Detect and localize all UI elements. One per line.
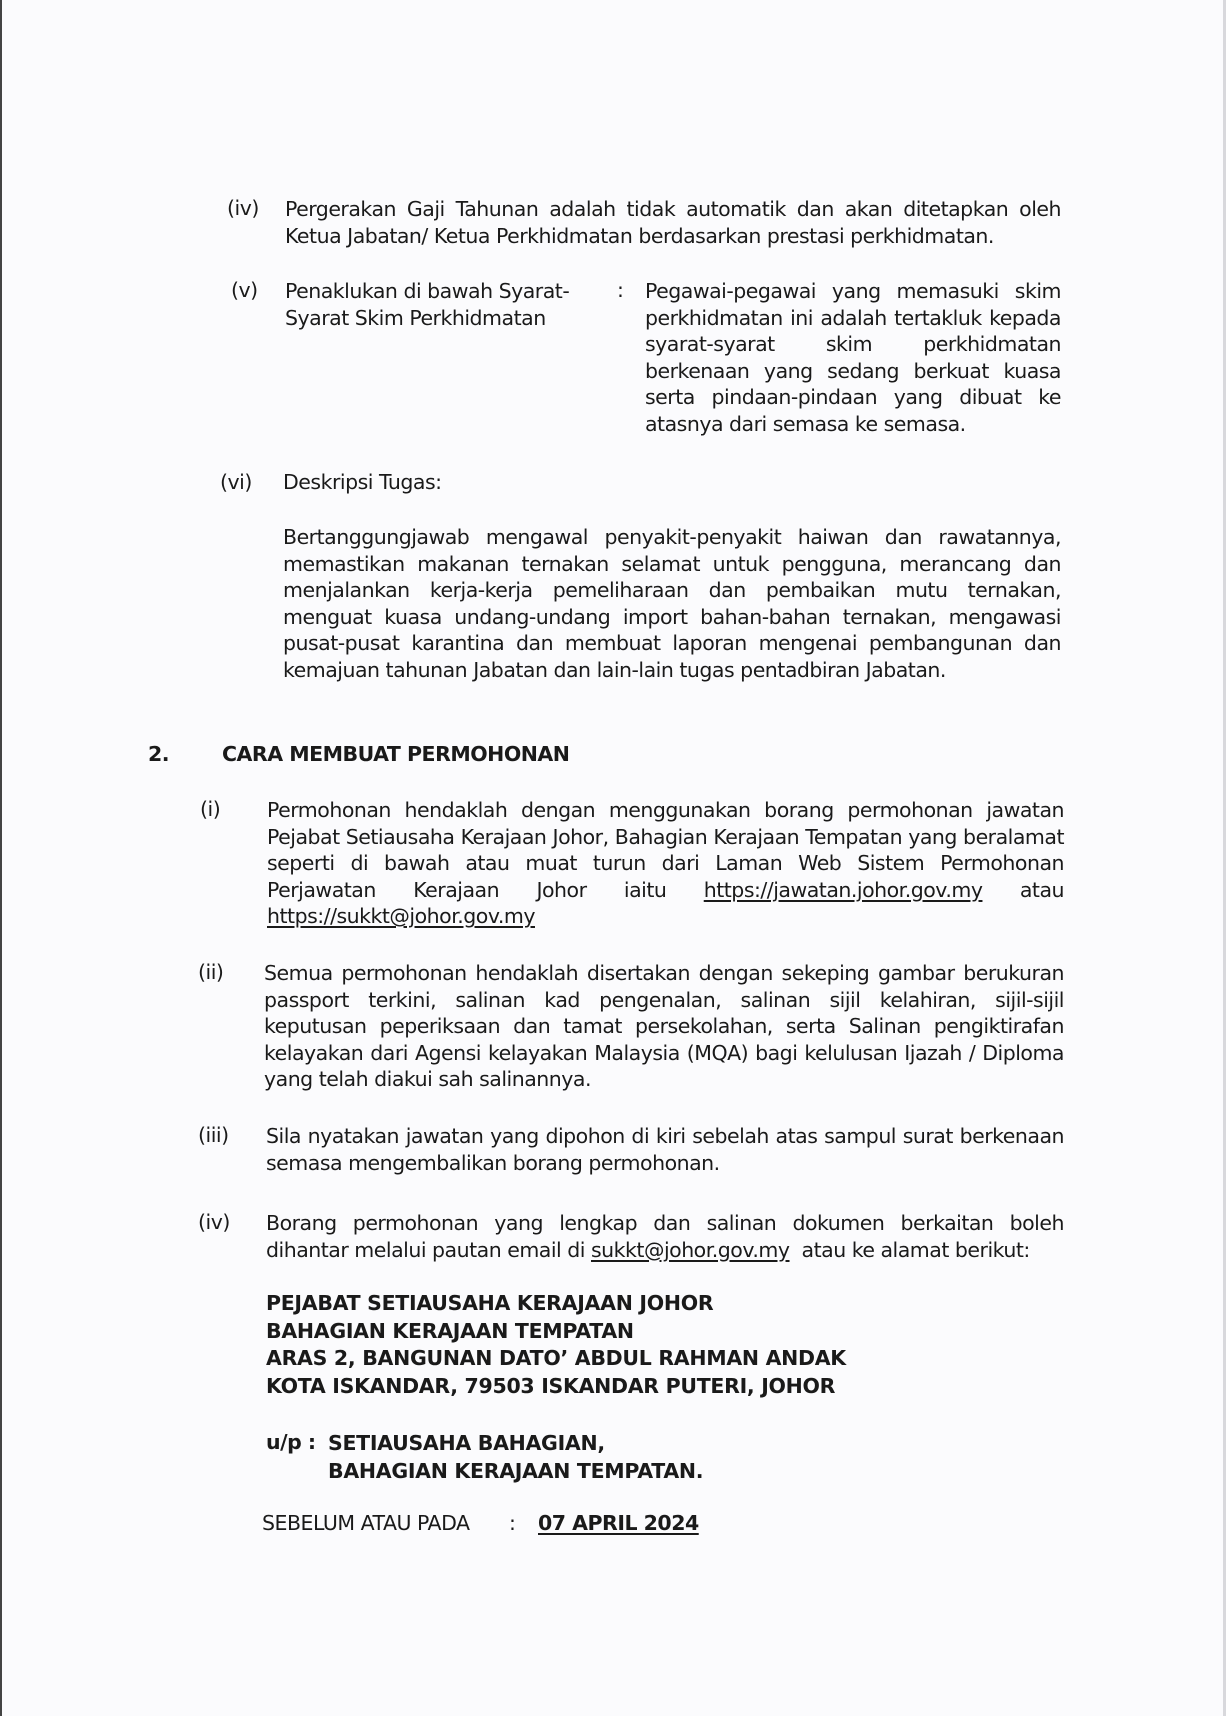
address-line: ARAS 2, BANGUNAN DATO’ ABDUL RAHMAN ANDAK	[266, 1346, 846, 1370]
jawatan-website-link[interactable]: https://jawatan.johor.gov.my	[703, 877, 983, 902]
envelope-instruction-paragraph: Sila nyatakan jawatan yang dipohon di kiri sebelah atas sampul surat berkenaan semasa mengembalikan borang permohonan.	[266, 1124, 1064, 1175]
condition-paragraph: Pegawai-pegawai yang memasuki skim perkhidmatan ini adalah tertakluk kepada syarat-syarat skim perkhidmatan berkenaan yang sedang berkuat kuasa serta pindaan-pindaan yang dibuat ke atasnya dari semasa ke semasa.	[645, 279, 1061, 436]
salary-movement-paragraph: Pergerakan Gaji Tahunan adalah tidak automatik dan akan ditetapkan oleh Ketua Jabatan/ Ketua Perkhidmatan berdasarkan prestasi perkhidmatan.	[285, 197, 1061, 248]
attention-block	[328, 1430, 703, 1485]
item-number: (iv)	[227, 196, 259, 220]
required-documents-paragraph: Semua permohonan hendaklah disertakan dengan sekeping gambar berukuran passport terkini, salinan kad pengenalan, salinan sijil kelahiran, sijil-sijil keputusan peperiksaan dan tamat persekolahan, serta Salinan pengiktirafan kelayakan dari Agensi kelayakan Malaysia (MQA) bagi kelulusan Ijazah / Diploma yang telah diakui sah salinannya.	[264, 961, 1064, 1091]
sukkt-link[interactable]: https://sukkt@johor.gov.my	[267, 904, 535, 928]
attention-line: SETIAUSAHA BAHAGIAN,	[328, 1431, 605, 1455]
duty-description-heading: Deskripsi Tugas:	[283, 470, 442, 494]
deadline-date: 07 APRIL 2024	[538, 1511, 699, 1535]
duty-description-paragraph: Bertanggungjawab mengawal penyakit-penyakit haiwan dan rawatannya, memastikan makanan ternakan selamat untuk pengguna, merancang dan menjalankan kerja-kerja pemeliharaan dan pembaikan mutu ternakan, menguat kuasa undang-undang import bahan-bahan ternakan, mengawasi pusat-pusat karantina dan membuat laporan mengenai pembangunan dan kemajuan tahunan Jabatan dan lain-lain tugas pentadbiran Jabatan.	[283, 525, 1061, 682]
item-number: (ii)	[198, 960, 224, 984]
email-link[interactable]: sukkt@johor.gov.my	[591, 1237, 790, 1262]
section-number: 2.	[148, 742, 170, 766]
item-number: (v)	[231, 278, 258, 302]
condition-label	[285, 278, 585, 331]
section-title: CARA MEMBUAT PERMOHONAN	[222, 742, 570, 766]
item-number: (iii)	[198, 1123, 229, 1147]
attention-line: BAHAGIAN KERAJAAN TEMPATAN.	[328, 1458, 704, 1483]
address-line: KOTA ISKANDAR, 79503 ISKANDAR PUTERI, JOHOR	[266, 1373, 836, 1398]
application-form-paragraph	[267, 797, 1064, 930]
paragraph-text: Borang permohonan yang lengkap dan salinan dokumen berkaitan boleh dihantar melalui pautan email di	[266, 1211, 1064, 1262]
condition-label-line: Syarat Skim Perkhidmatan	[285, 305, 546, 330]
separator-colon: :	[509, 1511, 516, 1535]
separator-colon: :	[617, 278, 624, 302]
paragraph-text: Permohonan hendaklah dengan menggunakan borang permohonan jawatan Pejabat Setiausaha Kerajaan Johor, Bahagian Kerajaan Tempatan yang beralamat seperti di bawah atau muat turun dari Laman Web Sistem Permohonan Perjawatan Kerajaan Johor iaitu	[267, 798, 1064, 902]
item-number: (i)	[200, 797, 221, 821]
attention-prefix: u/p :	[266, 1430, 316, 1454]
address-line: PEJABAT SETIAUSAHA KERAJAAN JOHOR	[266, 1291, 714, 1315]
submission-paragraph	[266, 1210, 1064, 1263]
mailing-address	[266, 1290, 846, 1400]
paragraph-text: atau ke alamat berikut:	[789, 1237, 1030, 1262]
condition-label-line: Penaklukan di bawah Syarat-	[285, 279, 570, 303]
deadline-label: SEBELUM ATAU PADA	[262, 1511, 470, 1535]
paragraph-text: atau	[982, 877, 1064, 902]
item-number: (vi)	[220, 470, 252, 494]
item-number: (iv)	[198, 1210, 230, 1234]
address-line: BAHAGIAN KERAJAAN TEMPATAN	[266, 1318, 634, 1343]
